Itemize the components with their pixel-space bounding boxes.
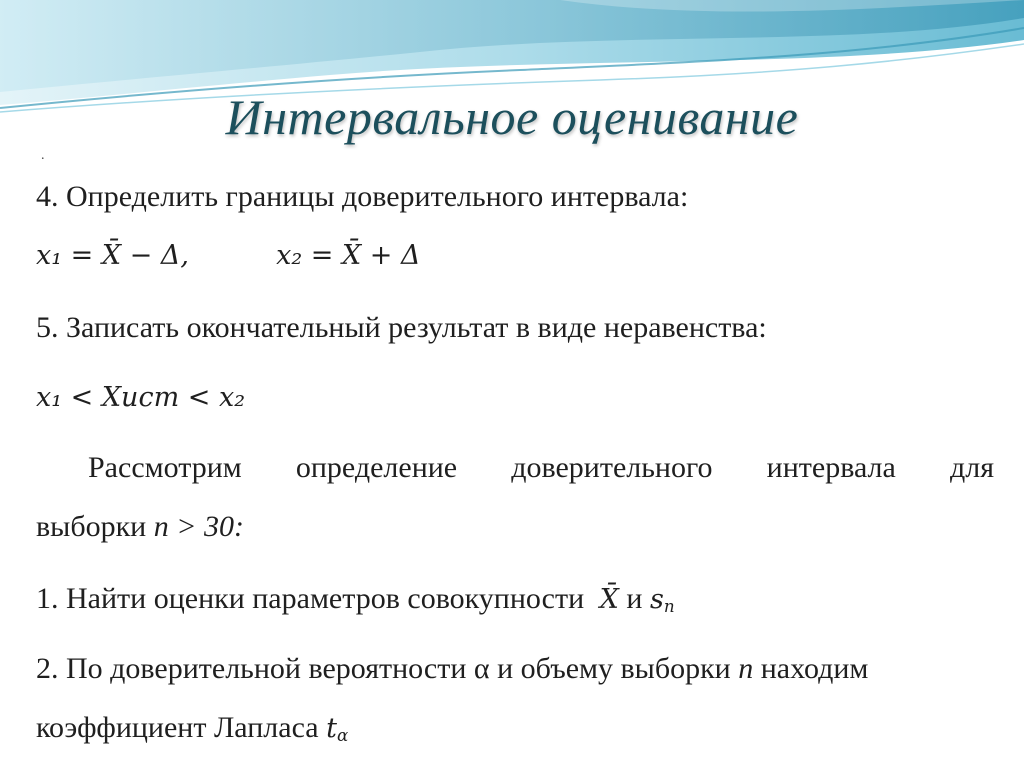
- paragraph-line-2: [36, 510, 244, 544]
- paragraph-text: выборки: [36, 510, 147, 543]
- step-4-text: 4. Определить границы доверительного интервала:: [36, 180, 689, 213]
- formula-bounds: [36, 240, 420, 271]
- step-1-text: [36, 582, 675, 616]
- t-subscript: α: [336, 725, 349, 746]
- step-2-line-1: [36, 652, 868, 686]
- xbar-symbol: X̄: [599, 584, 619, 615]
- step-2-laplace: коэффициент Лапласа: [36, 711, 319, 744]
- sn-letter: s: [649, 584, 664, 615]
- paragraph-condition: n > 30:: [153, 510, 244, 543]
- step-1-label: 1. Найти оценки параметров совокупности: [36, 582, 585, 615]
- t-alpha-symbol: [326, 713, 348, 744]
- formula-x2: x₂ = X̄ + Δ: [276, 240, 421, 271]
- paragraph-word: Рассмотрим: [88, 451, 242, 484]
- step-5-text: 5. Записать окончательный результат в виде неравенства:: [36, 311, 767, 344]
- formula-x1: x₁ = X̄ − Δ,: [36, 240, 189, 271]
- bullet-marker: .: [41, 148, 45, 163]
- paragraph-word: определение: [295, 451, 458, 484]
- paragraph-word: доверительного: [511, 451, 713, 484]
- slide-title: Интервальное оценивание: [225, 89, 799, 145]
- paragraph-line-1: [36, 451, 994, 485]
- step-2-line-2: [36, 711, 348, 745]
- formula-inequality: x₁ < Xист < x₂: [36, 382, 246, 413]
- sn-subscript: n: [663, 596, 675, 617]
- step-2-tail: находим: [760, 652, 869, 685]
- t-letter: t: [326, 713, 337, 744]
- paragraph-word: для: [949, 451, 994, 484]
- step-1-and: и: [626, 582, 643, 615]
- step-2-n: n: [738, 652, 754, 685]
- step-2-label: 2. По доверительной вероятности α и объему выборки: [36, 652, 731, 685]
- sn-symbol: [650, 584, 675, 615]
- paragraph-word: интервала: [766, 451, 896, 484]
